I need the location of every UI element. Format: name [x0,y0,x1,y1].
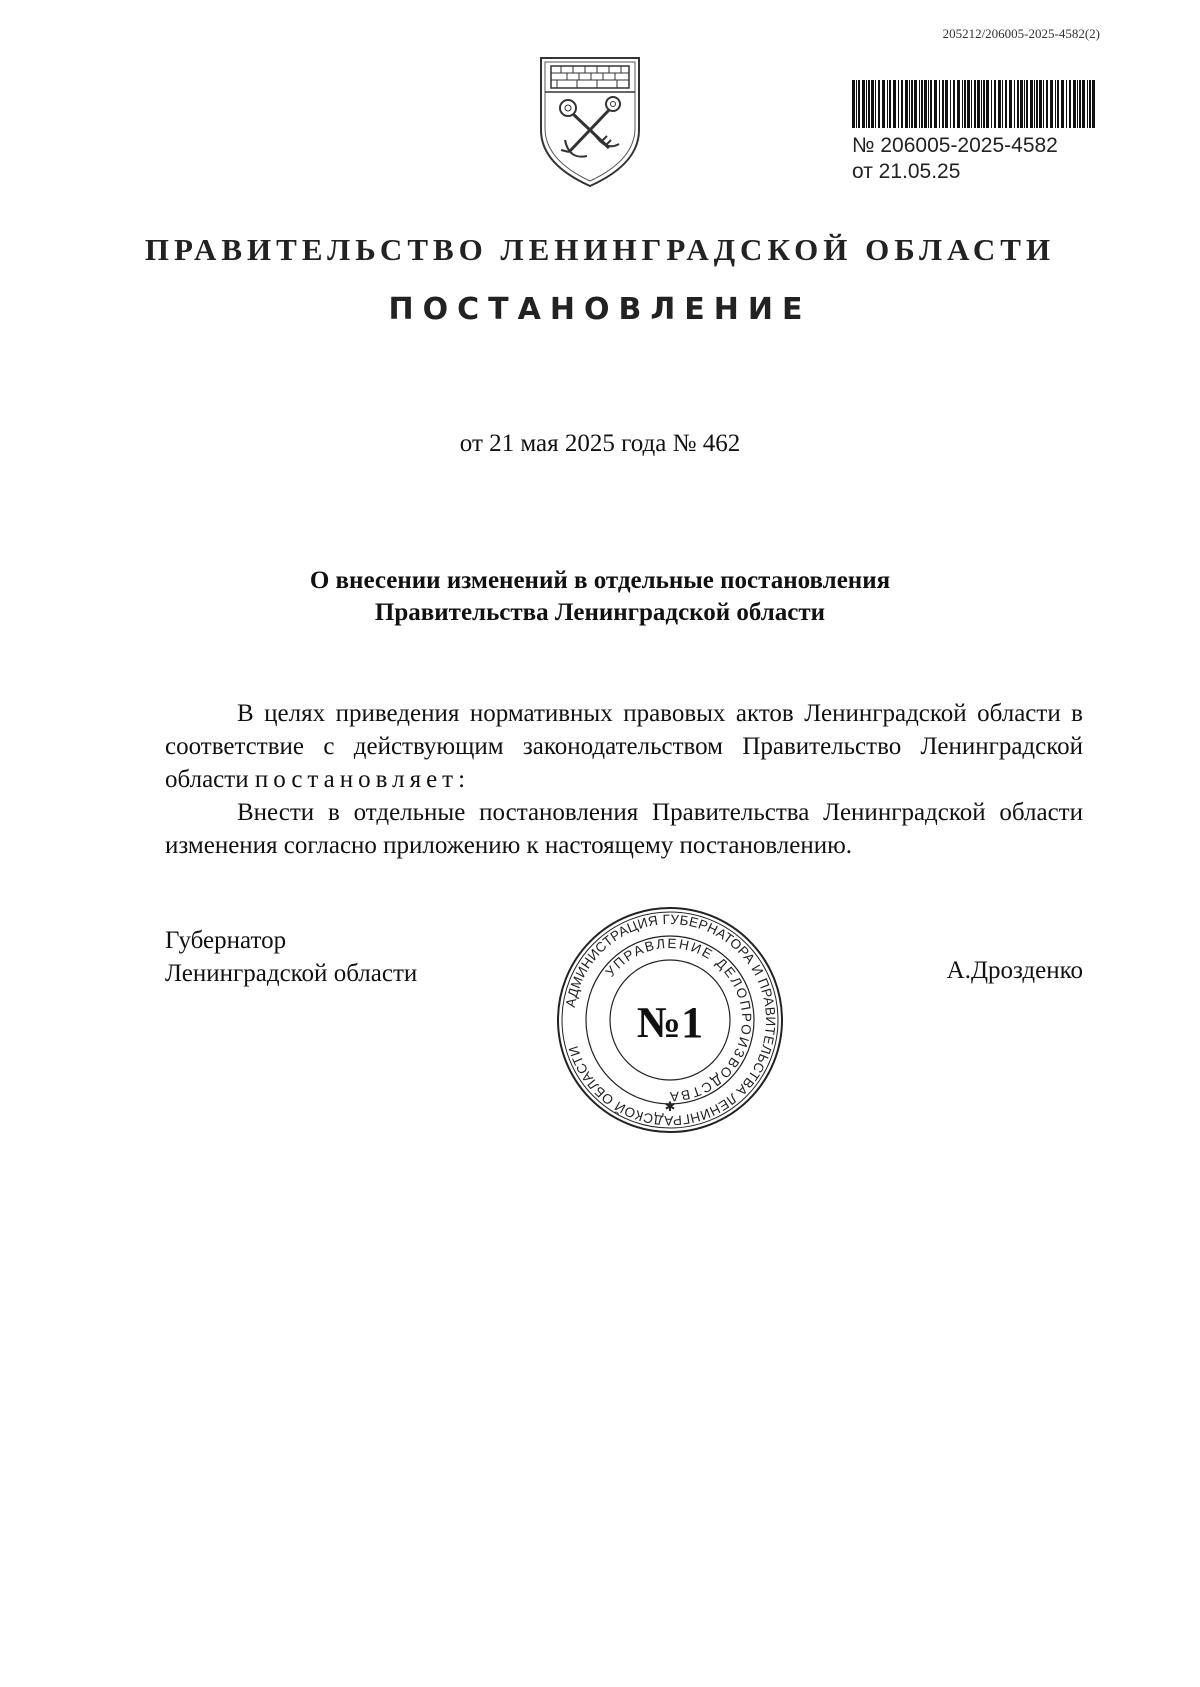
body-paragraph-preamble [165,697,1083,796]
barcode-bar [868,80,870,128]
barcode-bar [858,80,860,128]
barcode-bar [953,80,955,128]
barcode-bar [1009,80,1012,128]
body-paragraph-resolution: Внести в отдельные постановления Правительства Ленинградской области изменения согласно приложению к настоящему постановлению. [165,799,1083,859]
barcode-bar [971,80,972,128]
barcode-bar [893,80,896,128]
barcode-bar [1039,80,1042,128]
signer-position [165,924,417,990]
barcode-bar [1050,80,1053,128]
resolves-word: постановляет: [254,766,471,793]
barcode-bar [901,80,903,128]
barcode-bar [882,80,885,128]
subject-line-1: О внесении изменений в отдельные постановления [309,567,891,594]
barcode-bar [986,80,989,128]
barcode-bar [994,80,996,128]
document-type-title: ПОСТАНОВЛЕНИЕ [388,292,812,327]
signer-position-line-1: Губернатор [165,927,287,954]
barcode-bar [977,80,980,128]
barcode-icon [850,80,1100,128]
barcode-bar [942,80,944,128]
barcode-bar [945,80,948,128]
barcode-bar [911,80,913,128]
coat-of-arms-emblem-icon [535,52,645,190]
barcode-bar [974,80,976,128]
barcode-bar [1089,80,1091,128]
barcode-bar [967,80,970,128]
barcode-bar [1057,80,1059,128]
barcode-bar [1005,80,1007,128]
government-title: ПРАВИТЕЛЬСТВО ЛЕНИНГРАДСКОЙ ОБЛАСТИ [144,232,1056,267]
barcode-bar [909,80,910,128]
preamble-text: В целях приведения нормативных правовых актов Ленинградской области в соответствие с действующим законодательством Правительство Ленинградской области [165,700,1083,793]
subject-line-2: Правительства Ленинградской области [374,599,826,626]
barcode-bar [1020,80,1023,128]
barcode-bar [962,80,963,128]
official-seal-stamp [555,905,785,1135]
barcode-bar [871,80,874,128]
barcode-bar [1030,80,1033,128]
barcode-bar [983,80,985,128]
barcode-bar [919,80,920,128]
barcode-bar [939,80,940,128]
document-body [165,697,1083,862]
registration-number: № 206005-2025-4582 [852,134,1058,157]
signer-name: А.Дрозденко [946,957,1083,984]
barcode-bar [1014,80,1015,128]
barcode-bar [1055,80,1056,128]
seal-star-icon: ✱ [664,1100,676,1115]
seal-inner-ring-path-text: УПРАВЛЕНИЕ ДЕЛОПРОИЗВОДСТВА [602,935,755,1105]
document-reference: 205212/206005-2025-4582(2) [942,26,1100,41]
barcode-bar [1002,80,1003,128]
barcode-bar [1046,80,1048,128]
barcode-bar [930,80,932,128]
barcode-bar [1092,80,1095,128]
barcode-bar [1069,80,1071,128]
barcode-bar [924,80,927,128]
barcode-bar [914,80,917,128]
barcode-bar [950,80,951,128]
seal-outer-ring-path-text: АДМИНИСТРАЦИЯ ГУБЕРНАТОРА И ПРАВИТЕЛЬСТВА ЛЕНИНГРАДСКОЙ ОБЛАСТИ [562,911,779,1129]
barcode-bar [1034,80,1035,128]
registration-stamp [852,133,1058,185]
barcode-bar [1066,80,1067,128]
barcode-bar [1082,80,1085,128]
barcode-bar [887,80,888,128]
barcode-bar [1077,80,1078,128]
document-subject [0,565,1200,629]
barcode-bar [898,80,899,128]
barcode-bar [852,80,855,128]
barcode-bar [889,80,891,128]
barcode-bar [1087,80,1088,128]
barcode-bar [862,80,865,128]
registration-date: от 21.05.25 [852,160,961,183]
barcode-bar [1024,80,1025,128]
barcode-bar [921,80,923,128]
barcode-bar [934,80,937,128]
barcode-bar [1061,80,1064,128]
barcode-bar [964,80,966,128]
signer-position-line-2: Ленинградской области [165,960,418,987]
barcode-bar [928,80,929,128]
barcode-bar [1079,80,1081,128]
barcode-bar [905,80,908,128]
barcode-bar [957,80,960,128]
barcode-bar [1043,80,1044,128]
barcode-bar [878,80,880,128]
barcode-bar [998,80,1001,128]
barcode-bar [981,80,982,128]
barcode-bar [866,80,867,128]
barcode-bar [1036,80,1038,128]
barcode-bar [1026,80,1028,128]
document-date-number: от 21 мая 2025 года № 462 [459,430,741,457]
seal-center-number: №1 [636,998,704,1047]
barcode-bar [875,80,876,128]
barcode-bar [991,80,992,128]
barcode-bar [1017,80,1019,128]
barcode-bar [1073,80,1076,128]
barcode-bar [856,80,857,128]
